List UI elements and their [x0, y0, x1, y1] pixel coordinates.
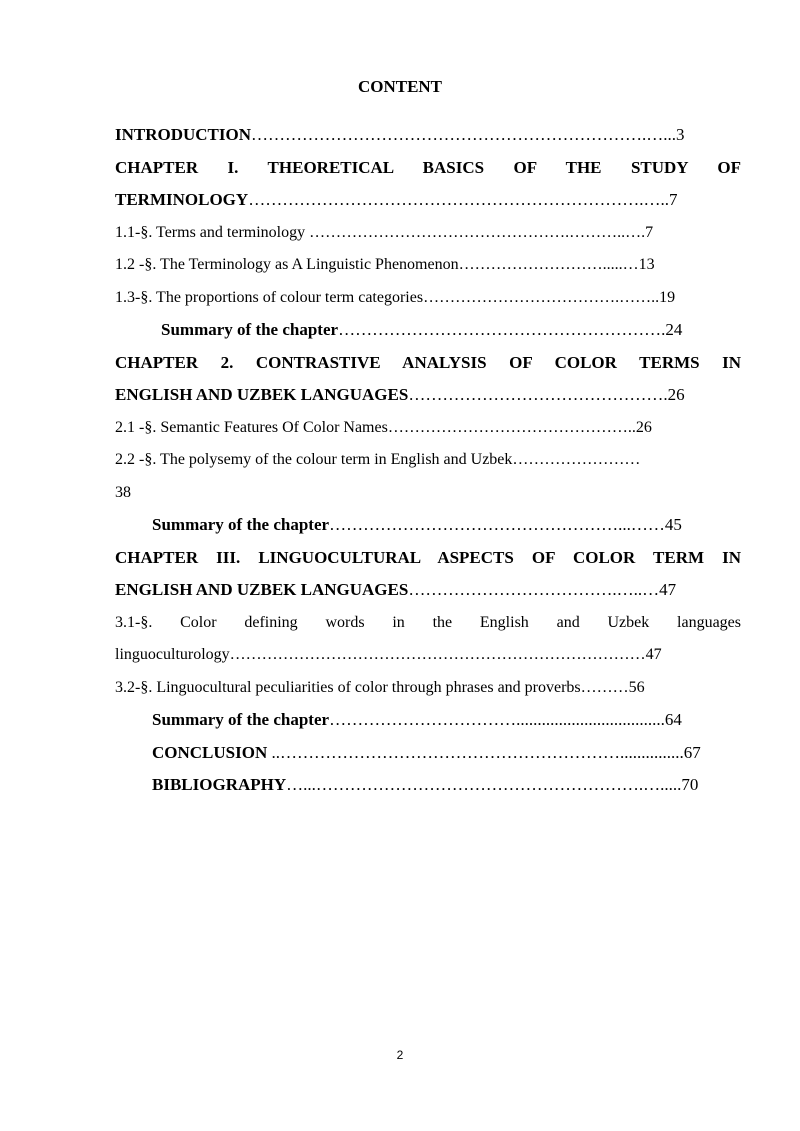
toc-entry-chapter-3-line-1[interactable]	[115, 542, 741, 575]
toc-page-number: 56	[628, 678, 645, 696]
toc-entry-chapter-1-line-2[interactable]	[115, 184, 741, 217]
toc-entry-title: 2.1 -§. Semantic Features Of Color Names	[115, 418, 388, 436]
toc-entry-2-2[interactable]	[115, 444, 741, 477]
toc-page-number: 67	[683, 742, 701, 762]
toc-entry-title: CHAPTER III. LINGUOCULTURAL ASPECTS OF COLOR TERM IN	[115, 547, 741, 567]
toc-entry-chapter-3-line-2[interactable]	[115, 574, 741, 607]
toc-entry-1-2[interactable]	[115, 249, 741, 282]
toc-entry-summary-chapter-1[interactable]	[115, 314, 741, 347]
toc-page-number: 47	[645, 646, 662, 663]
toc-page-number: ..3	[667, 125, 685, 144]
toc-entry-3-2[interactable]	[115, 672, 741, 705]
toc-entry-title: Summary of the chapter	[152, 515, 330, 534]
toc-leader: …...………………………………………………….….....	[286, 775, 682, 794]
toc-entry-title: BIBLIOGRAPHY	[152, 775, 287, 794]
toc-leader: ……………………………….…..…	[408, 580, 660, 599]
toc-page-number: ..7	[660, 190, 678, 209]
toc-entry-title: linguoculturology	[115, 646, 230, 663]
toc-entry-2-2-page[interactable]	[115, 477, 741, 510]
toc-leader: ……………………………………………...……	[329, 515, 665, 534]
toc-entry-title: ENGLISH AND UZBEK LANGUAGES	[115, 580, 409, 599]
toc-entry-title: CHAPTER 2. CONTRASTIVE ANALYSIS OF COLOR TERMS IN	[115, 352, 741, 372]
toc-entry-title: CHAPTER I. THEORETICAL BASICS OF THE STUDY OF	[115, 157, 741, 177]
table-of-contents	[115, 119, 741, 802]
toc-page-number: .26	[663, 385, 685, 404]
page-title: CONTENT	[357, 77, 443, 96]
toc-leader: ………………………………………	[408, 385, 664, 404]
toc-entry-title: Summary of the chapter	[161, 320, 339, 339]
toc-leader: ……………………	[512, 451, 641, 468]
toc-page-number: 47	[659, 580, 677, 599]
toc-leader: …………………………………………………………….…	[248, 190, 661, 209]
toc-entry-bibliography[interactable]	[115, 769, 741, 802]
toc-leader: ……………………….....…	[458, 256, 639, 273]
toc-entry-1-3[interactable]	[115, 282, 741, 315]
toc-entry-title: TERMINOLOGY	[115, 190, 249, 209]
toc-entry-introduction[interactable]	[115, 119, 741, 152]
toc-page-number: .24	[661, 320, 683, 339]
toc-entry-1-1[interactable]	[115, 217, 741, 250]
toc-entry-2-1[interactable]	[115, 412, 741, 445]
toc-page-number: 45	[664, 515, 682, 534]
toc-leader: ……………………………….……	[423, 288, 652, 306]
toc-entry-title: 3.1-§. Color defining words in the English and Uzbek languages	[115, 613, 741, 631]
toc-entry-summary-chapter-2[interactable]	[115, 509, 741, 542]
toc-leader: ………	[580, 678, 629, 696]
toc-leader: ………………………………………	[387, 418, 628, 436]
toc-entry-chapter-2-line-1[interactable]	[115, 347, 741, 380]
toc-page-number: ..26	[627, 418, 652, 436]
toc-entry-title: CONCLUSION	[152, 742, 272, 762]
toc-page-number: 13	[638, 256, 655, 273]
toc-page-number: ..19	[651, 288, 676, 306]
toc-entry-conclusion[interactable]	[115, 737, 741, 770]
toc-entry-chapter-2-line-2[interactable]	[115, 379, 741, 412]
toc-leader: ..……………………………………………………...............	[271, 742, 684, 762]
toc-entry-title: 1.2 -§. The Terminology as A Linguistic Phenomenon	[115, 256, 459, 273]
toc-page-number: 38	[115, 483, 131, 501]
toc-page-number: 7	[645, 223, 654, 241]
toc-entry-title: Summary of the chapter	[152, 710, 330, 729]
toc-entry-title: 2.2 -§. The polysemy of the colour term in English and Uzbek	[115, 451, 513, 468]
page-number: 2	[396, 1048, 404, 1062]
toc-entry-3-1-line-1[interactable]	[115, 607, 741, 640]
toc-entry-3-1-line-2[interactable]	[115, 639, 741, 672]
toc-page-number: 64	[664, 710, 682, 729]
toc-page-number: 70	[681, 775, 699, 794]
toc-entry-title: 1.3-§. The proportions of colour term categories	[115, 288, 424, 306]
toc-leader: ……………………………...................................	[329, 710, 665, 729]
toc-entry-chapter-1-line-1[interactable]	[115, 152, 741, 185]
toc-leader: …………………………………………………	[338, 320, 662, 339]
toc-entry-summary-chapter-3[interactable]	[115, 704, 741, 737]
toc-entry-title: ENGLISH AND UZBEK LANGUAGES	[115, 385, 409, 404]
toc-leader: ………………………………………….………..….	[309, 223, 646, 241]
toc-leader: …………………………………………………………….….	[251, 125, 668, 144]
toc-entry-title: INTRODUCTION	[115, 125, 252, 144]
toc-entry-title: 3.2-§. Linguocultural peculiarities of color through phrases and proverbs	[115, 678, 581, 696]
toc-entry-title: 1.1-§. Terms and terminology	[115, 223, 310, 241]
toc-leader: ……………………………………………………………………	[229, 646, 646, 663]
